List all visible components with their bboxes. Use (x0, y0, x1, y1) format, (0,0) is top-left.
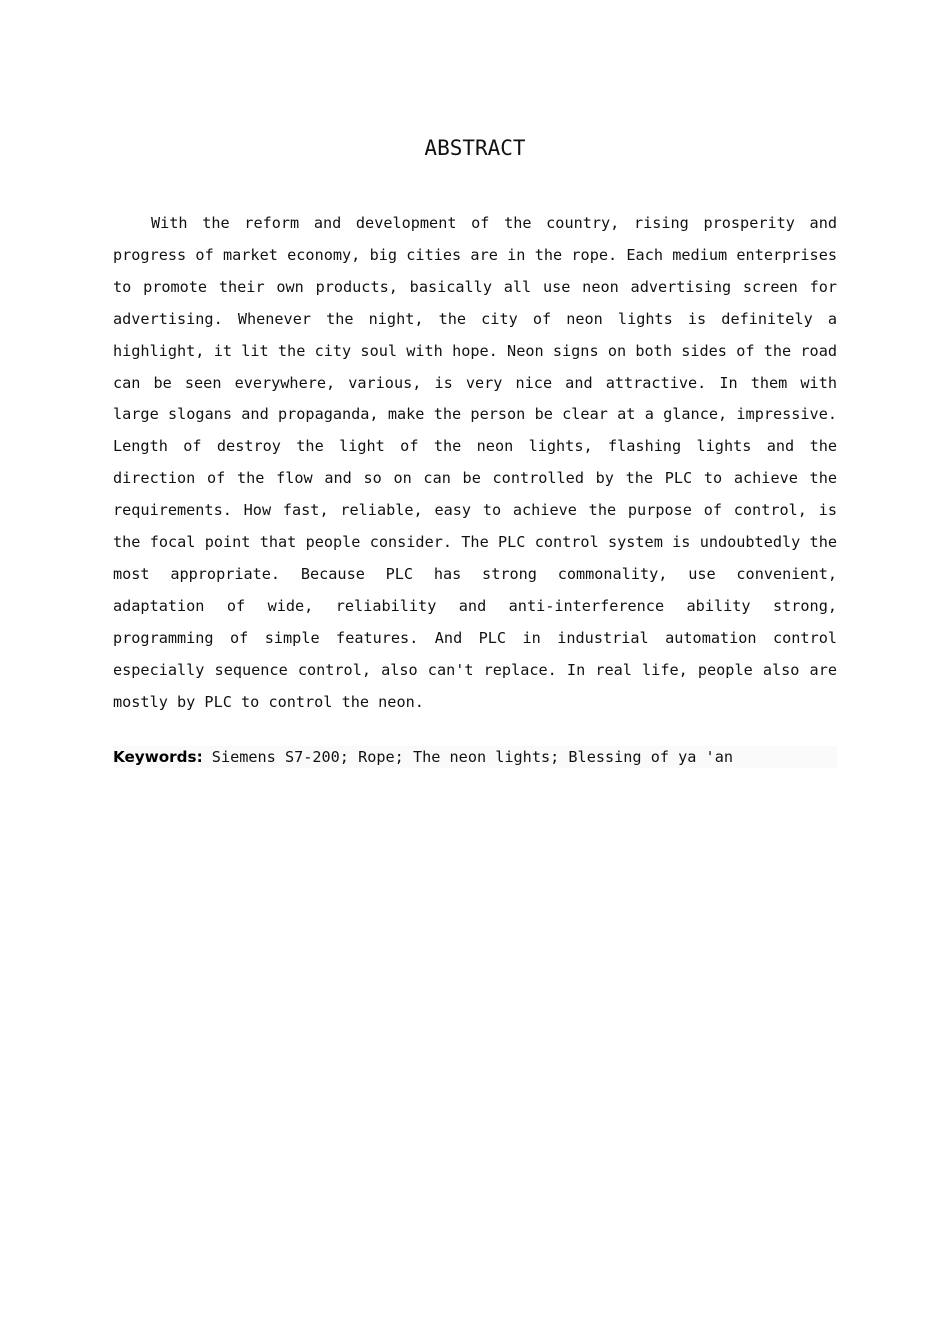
keywords-text: Siemens S7-200; Rope; The neon lights; Blessing of ya 'an (202, 748, 733, 766)
keywords-line (113, 746, 837, 768)
keywords-label: Keywords: (113, 748, 203, 766)
abstract-title: ABSTRACT (424, 136, 526, 160)
abstract-body: With the reform and development of the country, rising prosperity and progress of market economy, big cities are in the rope. Each medium enterprises to promote their own products, basically all use neon advertising screen for advertising. Whenever the night, the city of neon lights is definitely a highlight, it lit the city soul with hope. Neon signs on both sides of the road can be seen everywhere, various, is very nice and attractive. In them with large slogans and propaganda, make the person be clear at a glance, impressive. Length of destroy the light of the neon lights, flashing lights and the direction of the flow and so on can be controlled by the PLC to achieve the requirements. How fast, reliable, easy to achieve the purpose of control, is the focal point that people consider. The PLC control system is undoubtedly the most appropriate. Because PLC has strong commonality, use convenient, adaptation of wide, reliability and anti-interference ability strong, programming of simple features. And PLC in industrial automation control especially sequence control, also can't replace. In real life, people also are mostly by PLC to control the neon. (113, 214, 837, 711)
